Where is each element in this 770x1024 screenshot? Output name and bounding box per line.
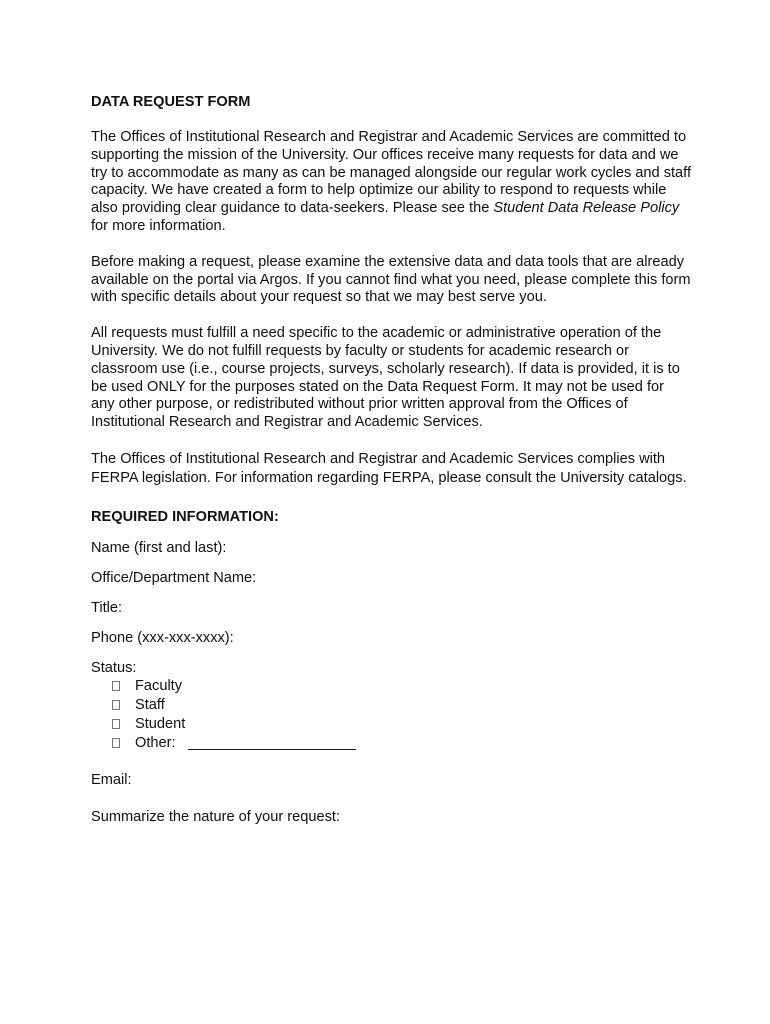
other-input-line[interactable] <box>188 737 356 750</box>
title-field-label: Title: <box>91 599 123 616</box>
staff-checkbox[interactable] <box>112 700 120 710</box>
requirements-paragraph: All requests must fulfill a need specific to the academic or administrative operation of the University. We do not fulfill requests by faculty or students for academic research or classroom use (i.e., course projects, surveys, scholarly research). If data is provided, it is to be used ONLY for the purposes stated on the Data Request Form. It may not be used for any other purpose, or redistributed without prior written approval from the Offices of Institutional Research and Registrar and Academic Services. <box>91 325 680 431</box>
summary-field-label: Summarize the nature of your request: <box>91 808 341 825</box>
form-title: DATA REQUEST FORM <box>91 94 251 110</box>
status-option-student[interactable] <box>112 715 691 734</box>
required-info-heading: REQUIRED INFORMATION: <box>91 508 279 525</box>
student-label: Student <box>135 715 186 732</box>
intro-text-end: for more information. <box>91 217 226 234</box>
faculty-checkbox[interactable] <box>112 681 120 691</box>
status-options <box>91 677 691 753</box>
status-option-faculty[interactable] <box>112 677 691 696</box>
faculty-label: Faculty <box>135 677 183 694</box>
staff-label: Staff <box>135 696 165 713</box>
office-field-label: Office/Department Name: <box>91 569 257 586</box>
student-checkbox[interactable] <box>112 719 120 729</box>
email-field-label: Email: <box>91 771 132 788</box>
document-page <box>91 92 691 826</box>
phone-field-label: Phone (xxx-xxx-xxxx): <box>91 629 234 646</box>
other-label: Other: <box>135 734 176 751</box>
status-option-other[interactable] <box>112 734 691 753</box>
intro-paragraph <box>91 129 691 236</box>
name-field-label: Name (first and last): <box>91 539 227 556</box>
argos-paragraph: Before making a request, please examine the extensive data and data tools that are already available on the portal via Argos. If you cannot find what you need, please complete this form with specific details about your request so that we may best serve you. <box>91 253 691 306</box>
intro-text: The Offices of Institutional Research and Registrar and Academic Services are committed to supporting the mission of the University. Our offices receive many requests for data and we try to accommodate as many as can be managed alongside our regular work cycles and staff capacity. We have created a form to help optimize our ability to respond to requests while also providing clear guidance to data-seekers. Please see the <box>91 129 692 217</box>
status-field-label: Status: <box>91 659 137 676</box>
policy-name: Student Data Release Policy <box>493 200 680 217</box>
ferpa-paragraph: The Offices of Institutional Research and Registrar and Academic Services complies with FERPA legislation. For information regarding FERPA, please consult the University catalogs. <box>91 450 687 487</box>
status-option-staff[interactable] <box>112 696 691 715</box>
other-checkbox[interactable] <box>112 738 120 748</box>
